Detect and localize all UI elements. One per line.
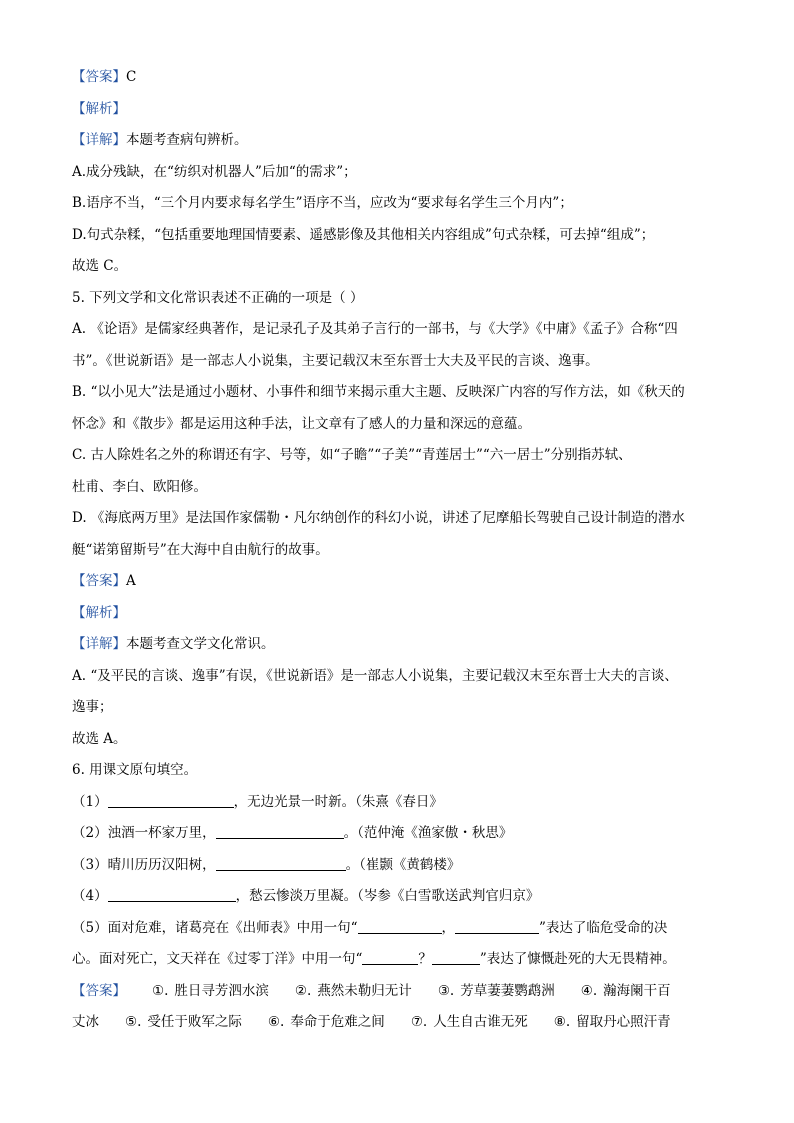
answer-tag: 【答案】 — [72, 982, 126, 999]
answer-tag: 【答案】 — [72, 573, 126, 589]
q4-detail-line — [72, 125, 722, 157]
answer-blank — [455, 919, 539, 934]
answer-item: ⑤. 受任于败军之际 — [125, 1014, 242, 1030]
analysis-tag: 【解析】 — [72, 100, 126, 117]
q6-fill-item — [72, 850, 722, 882]
detail-text: 本题考查病句辨析。 — [126, 132, 248, 148]
q5-option-line: 书”。《世说新语》是一部志人小说集，主要记载汉末至东晋士大夫及平民的言谈、逸事。 — [72, 352, 599, 369]
q5-analysis-line: A. “及平民的言谈、逸事”有误，《世说新语》是一部志人小说集，主要记载汉末至东晋士大夫的言谈、 — [72, 667, 678, 684]
q4-analysis-line: 故选 C。 — [72, 258, 128, 274]
item-text: ”表达了临危受命的决 — [539, 919, 668, 936]
answer-item: ④. 瀚海阑干百 — [580, 982, 671, 999]
q6-fill-item-5 — [72, 913, 722, 945]
detail-text: 本题考查文学文化常识。 — [126, 636, 275, 652]
q5-option-line: B. “以小见大”法是通过小题材、小事件和细节来揭示重大主题、反映深广内容的写作方法，如《秋天的 — [72, 384, 685, 400]
q6-stem: 6. 用课文原句填空。 — [72, 762, 198, 778]
item-number: （3） — [72, 856, 108, 873]
q5-option-line: 怀念》和《散步》都是运用这种手法，让文章有了感人的力量和深远的意蕴。 — [72, 415, 531, 432]
document-page — [72, 62, 722, 1039]
answer-blank — [108, 793, 234, 808]
q5-option-line: 艇“诺第留斯号”在大海中自由航行的故事。 — [72, 541, 329, 558]
q5-answer-line — [72, 566, 722, 598]
q5-detail-line — [72, 629, 722, 661]
q6-answer-line — [72, 976, 722, 1008]
item-text: ”表达了慷慨赴死的大无畏精神。 — [479, 951, 676, 967]
item-text: （5）面对危难，诸葛亮在《出师表》中用一句“ — [72, 919, 358, 936]
item-number: （1） — [72, 793, 108, 810]
q4-answer-line — [72, 62, 722, 94]
answer-item: ⑥. 奉命于危难之间 — [267, 1014, 385, 1030]
q5-stem: 5. 下列文学和文化常识表述不正确的一项是（ ） — [72, 289, 364, 306]
item-number: （2） — [72, 825, 108, 841]
answer-item: ⑦. 人生自古谁无死 — [410, 1014, 528, 1030]
q5-option-line: D. 《海底两万里》是法国作家儒勒・凡尔纳创作的科幻小说，讲述了尼摩船长驾驶自己设计制造的潜水 — [72, 510, 685, 526]
item-text: ， — [441, 919, 455, 936]
answer-blank — [432, 950, 480, 965]
q5-option-line: A. 《论语》是儒家经典著作，是记录孔子及其弟子言行的一部书，与《大学》《中庸》《孟子》合称“四 — [72, 321, 678, 337]
answer-item: ②. 燕然未勒归无计 — [294, 982, 412, 999]
answer-blank — [358, 919, 442, 934]
q5-option-line: 杜甫、李白、欧阳修。 — [72, 478, 207, 495]
answer-item: ①. 胜日寻芳泗水滨 — [152, 982, 269, 999]
answer-blank — [108, 887, 236, 902]
q6-fill-item — [72, 881, 722, 913]
q6-answer-line — [72, 1007, 722, 1039]
q5-option-line: C. 古人除姓名之外的称谓还有字、号等，如“子瞻”“子美”“青莲居士”“六一居士”分别指苏轼、 — [72, 447, 632, 463]
answer-blank — [216, 824, 344, 839]
q4-analysis-line: D.句式杂糅，“包括重要地理国情要素、遥感影像及其他相关内容组成”句式杂糅，可去掉“组成”； — [72, 226, 655, 243]
item-text: 。（范仲淹《渔家傲・秋思》 — [343, 825, 513, 841]
q5-analysis-line: 逸事； — [72, 699, 113, 715]
q4-analysis-line: B.语序不当，“三个月内要求每名学生”语序不当，应改为“要求每名学生三个月内”； — [72, 195, 573, 211]
item-number: （4） — [72, 888, 108, 904]
item-text: ？ — [418, 951, 432, 967]
item-text: ，愁云惨淡万里凝。（岑参《白雪歌送武判官归京》 — [235, 888, 540, 904]
analysis-tag: 【解析】 — [72, 604, 126, 621]
answer-item: 丈冰 — [72, 1014, 99, 1030]
detail-tag: 【详解】 — [72, 132, 126, 148]
item-text: ，无边光景一时新。（朱熹《春日》 — [233, 793, 443, 810]
answer-value: C — [126, 69, 137, 85]
item-text: 浊酒一杯家万里， — [107, 825, 216, 841]
answer-value: A — [126, 573, 136, 589]
answer-item: ⑧. 留取丹心照汗青 — [553, 1014, 671, 1030]
answer-blank — [362, 950, 418, 965]
detail-tag: 【详解】 — [72, 636, 126, 652]
q6-fill-item-5-cont — [72, 944, 722, 976]
answer-tag: 【答案】 — [72, 69, 126, 85]
answer-blank — [216, 856, 346, 871]
q4-analysis-line: A.成分残缺，在“纺织对机器人”后加“的需求”； — [72, 163, 357, 180]
item-text: 。（崔颢《黄鹤楼》 — [345, 856, 461, 873]
item-text: 晴川历历汉阳树， — [107, 856, 216, 873]
item-text: 心。面对死亡，文天祥在《过零丁洋》中用一句“ — [72, 951, 363, 967]
q6-fill-item — [72, 787, 722, 819]
q5-analysis-line: 故选 A。 — [72, 730, 127, 747]
q6-fill-item — [72, 818, 722, 850]
answer-item: ③. 芳草萋萋鹦鹉洲 — [437, 982, 555, 999]
